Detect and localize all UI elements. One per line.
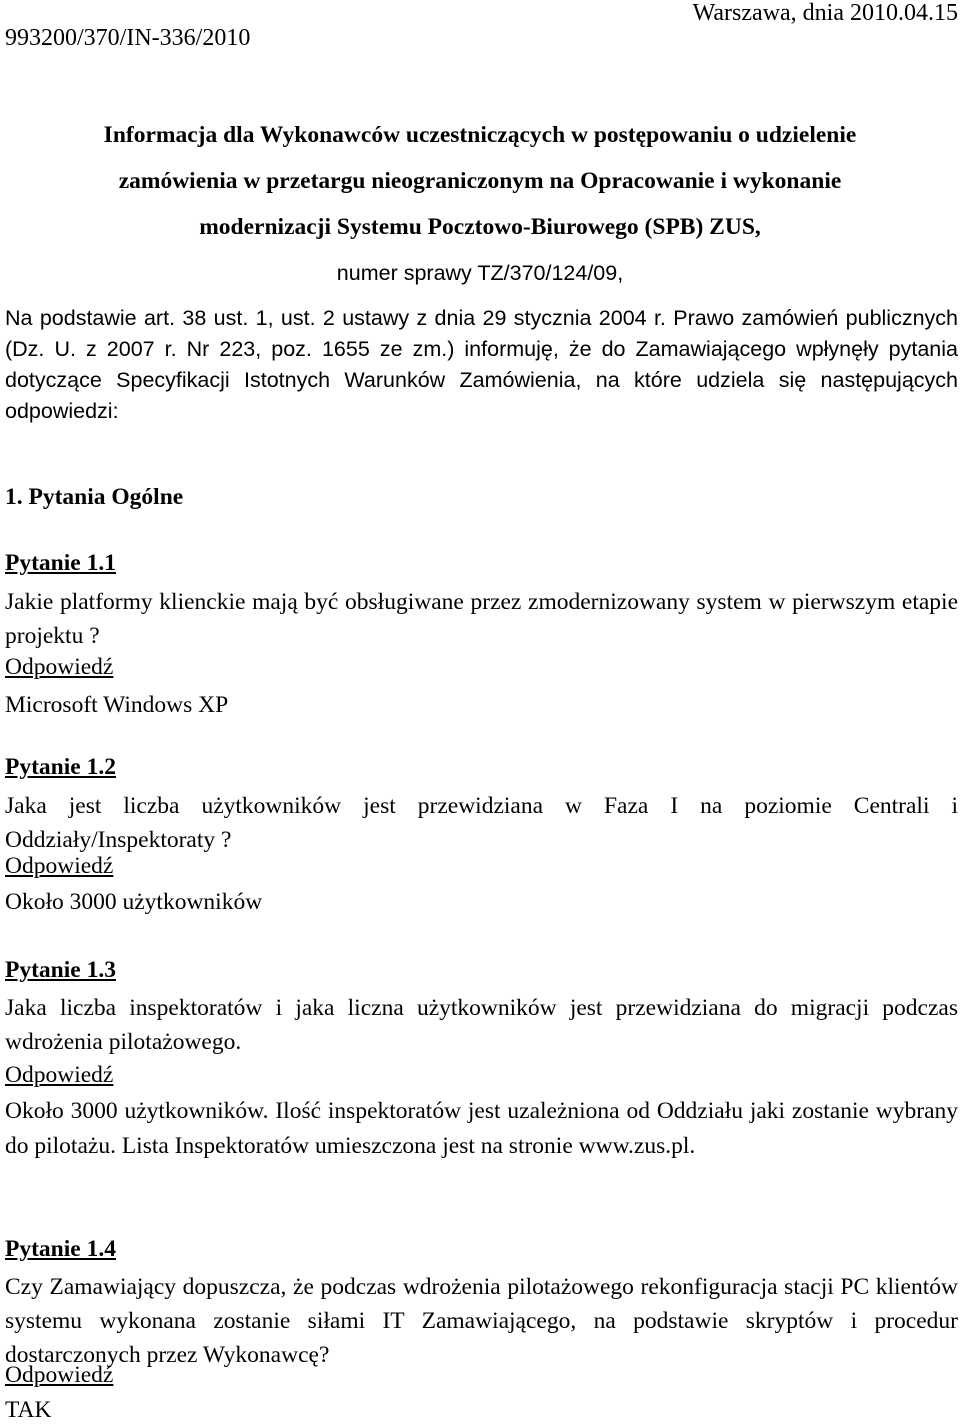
answer-text: TAK	[5, 1397, 52, 1423]
answer-label: Odpowiedź	[5, 1062, 114, 1088]
answer-label: Odpowiedź	[5, 1362, 114, 1388]
question-heading: Pytanie 1.3	[5, 957, 116, 983]
document-date: Warszawa, dnia 2010.04.15	[692, 0, 958, 26]
answer-text: Około 3000 użytkowników	[5, 889, 263, 915]
answer-label: Odpowiedź	[5, 853, 114, 879]
title-line-4: numer sprawy TZ/370/124/09,	[336, 261, 624, 285]
question-text: Jaka liczba inspektoratów i jaka liczna użytkowników jest przewidziana do migracji podczas wdrożenia pilotażowego.	[5, 995, 958, 1055]
intro-paragraph: Na podstawie art. 38 ust. 1, ust. 2 ustawy z dnia 29 stycznia 2004 r. Prawo zamówień publicznych (Dz. U. z 2007 r. Nr 223, poz. 1655 ze zm.) informuję, że do Zamawiającego wpłynęły pytania dotyczące Specyfikacji Istotnych Warunków Zamówienia, na które udziela się następujących odpowiedzi:	[5, 306, 958, 423]
question-heading: Pytanie 1.4	[5, 1236, 116, 1262]
answer-text: Microsoft Windows XP	[5, 692, 229, 718]
answer-text: Około 3000 użytkowników. Ilość inspektoratów jest uzależniona od Oddziału jaki zostanie wybrany do pilotażu. Lista Inspektoratów umieszczona jest na stronie www.zus.pl.	[5, 1098, 958, 1159]
question-heading: Pytanie 1.1	[5, 550, 116, 576]
question-text: Czy Zamawiający dopuszcza, że podczas wdrożenia pilotażowego rekonfiguracja stacji PC klientów systemu wykonana zostanie siłami IT Zamawiającego, na podstawie skryptów i procedur dostarczonych przez Wykonawcę?	[5, 1274, 958, 1368]
document-title	[0, 112, 960, 296]
section-heading: 1. Pytania Ogólne	[5, 484, 184, 510]
question-text: Jakie platformy klienckie mają być obsługiwane przez zmodernizowany system w pierwszym etapie projektu ?	[5, 589, 958, 649]
reference-number: 993200/370/IN-336/2010	[5, 25, 251, 51]
question-heading: Pytanie 1.2	[5, 754, 116, 780]
answer-label: Odpowiedź	[5, 654, 114, 680]
question-text: Jaka jest liczba użytkowników jest przewidziana w Faza I na poziomie Centrali i Oddziały/Inspektoraty ?	[5, 793, 958, 853]
title-line-1: Informacja dla Wykonawców uczestniczących w postępowaniu o udzielenie	[103, 122, 857, 148]
title-line-2: zamówienia w przetargu nieograniczonym na Opracowanie i wykonanie	[118, 168, 842, 194]
title-line-3: modernizacji Systemu Pocztowo-Biurowego (SPB) ZUS,	[199, 214, 761, 240]
